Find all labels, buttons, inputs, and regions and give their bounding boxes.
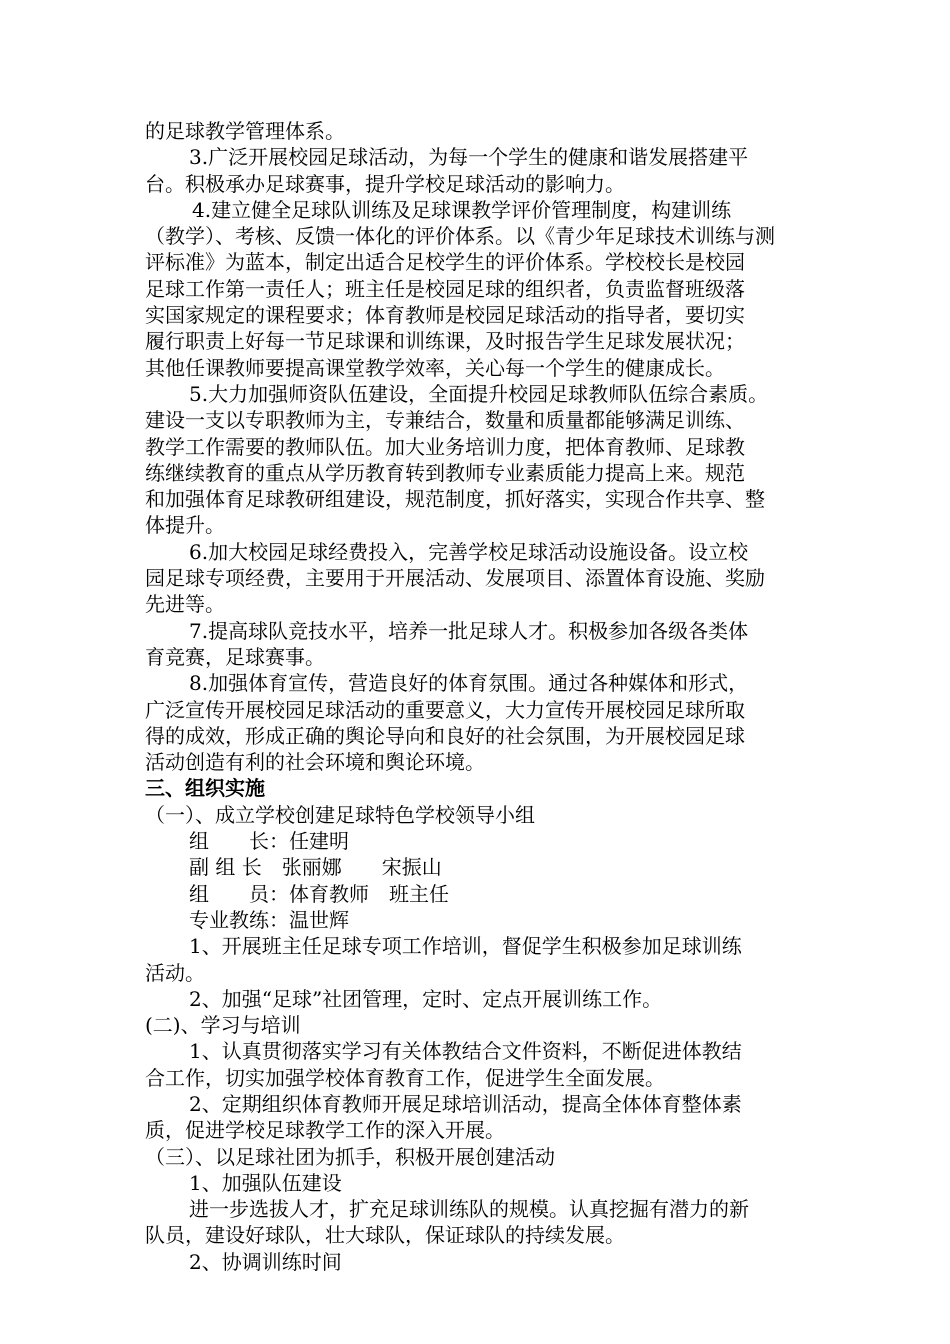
text-line: （三）、以足球社团为抓手，积极开展创建活动 — [145, 1144, 555, 1169]
text-line: 3.广泛开展校园足球活动，为每一个学生的健康和谐发展搭建平 — [189, 145, 749, 170]
text-line: 园足球专项经费，主要用于开展活动、发展项目、添置体育设施、奖励 — [145, 566, 765, 591]
text-line: 活动创造有利的社会环境和舆论环境。 — [145, 750, 485, 775]
text-line: 教学工作需要的教师队伍。加大业务培训力度，把体育教师、足球教 — [145, 434, 745, 459]
text-line: 活动。 — [145, 960, 205, 985]
text-line: 7.提高球队竞技水平，培养一批足球人才。积极参加各级各类体 — [189, 618, 749, 643]
text-line: 1、认真贯彻落实学习有关体教结合文件资料，不断促进体教结 — [189, 1039, 742, 1064]
text-line: 队员，建设好球队，壮大球队，保证球队的持续发展。 — [145, 1223, 625, 1248]
text-line: 8.加强体育宣传，营造良好的体育氛围。通过各种媒体和形式， — [189, 671, 749, 696]
text-line: （教学）、考核、反馈一体化的评价体系。以《青少年足球技术训练与测 — [145, 224, 775, 249]
text-line: 足球工作第一责任人；班主任是校园足球的组织者，负责监督班级落 — [145, 276, 745, 301]
section-heading: 三、组织实施 — [145, 776, 265, 801]
text-line: 育竞赛，足球赛事。 — [145, 644, 325, 669]
text-line: 2、定期组织体育教师开展足球培训活动，提高全体体育整体素 — [189, 1091, 742, 1116]
text-line: 建设一支以专职教师为主，专兼结合，数量和质量都能够满足训练、 — [145, 408, 745, 433]
text-line: (二)、学习与培训 — [145, 1013, 301, 1038]
text-line: 合工作，切实加强学校体育教育工作，促进学生全面发展。 — [145, 1065, 665, 1090]
text-line: 先进等。 — [145, 592, 225, 617]
text-line: 练继续教育的重点从学历教育转到教师专业素质能力提高上来。规范 — [145, 460, 745, 485]
text-line: 1、开展班主任足球专项工作培训，督促学生积极参加足球训练 — [189, 934, 742, 959]
text-line: 组 长：任建明 — [189, 829, 349, 854]
text-line: 进一步选拔人才，扩充足球训练队的规模。认真挖掘有潜力的新 — [189, 1197, 749, 1222]
text-line: 体提升。 — [145, 513, 225, 538]
text-line: 广泛宣传开展校园足球活动的重要意义，大力宣传开展校园足球所取 — [145, 697, 745, 722]
text-line: 质，促进学校足球教学工作的深入开展。 — [145, 1118, 505, 1143]
text-line: 组 员：体育教师 班主任 — [189, 881, 449, 906]
text-line: 的足球教学管理体系。 — [145, 119, 345, 143]
text-line: 台。积极承办足球赛事，提升学校足球活动的影响力。 — [145, 171, 625, 196]
text-line: 评标准》为蓝本，制定出适合足校学生的评价体系。学校校长是校园 — [145, 250, 745, 275]
text-line: 6.加大校园足球经费投入，完善学校足球活动设施设备。设立校 — [189, 539, 749, 564]
text-line: 副 组 长 张丽娜 宋振山 — [189, 855, 442, 880]
text-line: 专业教练：温世辉 — [189, 907, 349, 932]
text-line: （一）、成立学校创建足球特色学校领导小组 — [145, 802, 535, 827]
text-line: 和加强体育足球教研组建设，规范制度，抓好落实，实现合作共享、整 — [145, 487, 765, 512]
text-line: 5.大力加强师资队伍建设，全面提升校园足球教师队伍综合素质。 — [189, 381, 769, 406]
text-line: 实国家规定的课程要求；体育教师是校园足球活动的指导者，要切实 — [145, 303, 745, 328]
text-line: 2、加强“足球”社团管理，定时、定点开展训练工作。 — [189, 986, 663, 1011]
text-line: 4.建立健全足球队训练及足球课教学评价管理制度，构建训练 — [192, 197, 732, 222]
text-line: 履行职责上好每一节足球课和训练课，及时报告学生足球发展状况； — [145, 329, 745, 354]
text-line: 2、协调训练时间 — [189, 1249, 342, 1274]
text-line: 得的成效，形成正确的舆论导向和良好的社会氛围，为开展校园足球 — [145, 723, 745, 748]
text-line: 其他任课教师要提高课堂教学效率，关心每一个学生的健康成长。 — [145, 355, 725, 380]
text-line: 1、加强队伍建设 — [189, 1170, 342, 1195]
document-body — [145, 118, 810, 1275]
